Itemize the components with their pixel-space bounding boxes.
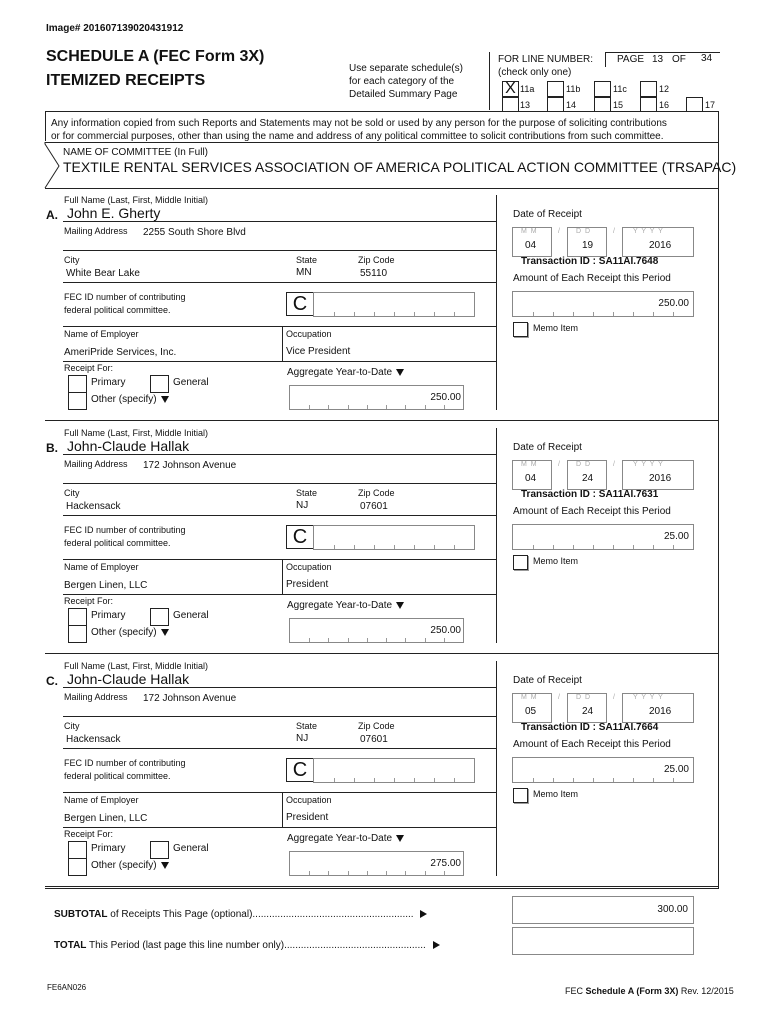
full-name-label: Full Name (Last, First, Middle Initial) [64,428,209,438]
down-arrow-icon [396,602,404,609]
state-value[interactable]: NJ [296,500,309,511]
other-specify-label [91,627,169,638]
general-label: General [173,377,209,388]
full-name-label: Full Name (Last, First, Middle Initial) [64,195,209,205]
month-value: 04 [525,240,537,251]
aggregate-value: 250.00 [430,392,461,403]
month-box[interactable] [512,693,552,723]
employer-label: Name of Employer [64,329,139,339]
general-checkbox[interactable] [150,375,169,393]
zip-value[interactable]: 07601 [360,501,388,512]
zip-label: Zip Code [358,721,395,731]
fec-id-label-1: FEC ID number of contributing [64,758,186,768]
occupation-value[interactable]: President [286,579,329,590]
month-hint: M M [521,694,538,701]
year-hint: Y Y Y Y [633,228,664,235]
city-underline [63,515,496,516]
total-pages: 34 [701,53,713,64]
fec-underline [63,559,496,560]
line-14-checkbox[interactable] [547,97,564,112]
subtotal-box [512,896,694,924]
date-sep: / [613,461,616,468]
committee-label: NAME OF COMMITTEE (In Full) [63,147,208,158]
date-sep: / [613,694,616,701]
down-arrow-icon [396,369,404,376]
general-checkbox[interactable] [150,608,169,626]
occupation-label: Occupation [286,795,332,805]
state-value[interactable]: NJ [296,733,309,744]
line-13-checkbox[interactable] [502,97,519,112]
zip-value[interactable]: 55110 [360,268,388,279]
other-specify-text: Other (specify) [91,627,157,638]
fec-id-label-1: FEC ID number of contributing [64,525,186,535]
year-value: 2016 [649,706,672,717]
entry-letter: A. [46,208,58,222]
line-16-checkbox[interactable] [640,97,657,112]
name-underline [63,687,496,688]
transaction-id: Transaction ID : SA11AI.7664 [521,722,659,733]
schedule-title: SCHEDULE A (FEC Form 3X) [46,48,265,65]
entry-letter: B. [46,441,58,455]
occupation-label: Occupation [286,562,332,572]
image-id: Image# 201607139020431912 [46,23,184,34]
amount-value: 25.00 [663,531,689,542]
subtotal-bold: SUBTOTAL [54,909,108,920]
fec-id-label-2: federal political committee. [64,305,171,315]
mailing-address-label: Mailing Address [64,226,128,236]
date-of-receipt-label: Date of Receipt [513,675,582,686]
year-box[interactable] [622,693,694,723]
amount-value: 250.00 [658,298,689,309]
fec-id-prefix: C [286,525,314,549]
instruction-line: Use separate schedule(s) [349,63,463,74]
aggregate-label [287,367,404,378]
total-rest: This Period (last page this line number only)................................................... [86,940,426,951]
footer-code: FE6AN026 [47,983,87,992]
city-label: City [64,721,80,731]
year-value: 2016 [649,473,672,484]
month-box[interactable] [512,460,552,490]
down-arrow-icon [396,835,404,842]
amount-label: Amount of Each Receipt this Period [513,273,671,284]
primary-checkbox[interactable] [68,841,87,859]
month-value: 04 [525,473,537,484]
state-label: State [296,255,318,265]
mailing-address-label: Mailing Address [64,692,128,702]
state-label: State [296,488,318,498]
mailing-address-label: Mailing Address [64,459,128,469]
fec-id-label-2: federal political committee. [64,771,171,781]
month-hint: M M [521,228,538,235]
day-value: 24 [582,706,594,717]
aggregate-text: Aggregate Year-to-Date [287,833,393,844]
year-hint: Y Y Y Y [633,694,664,701]
employer-underline [63,827,496,828]
employer-divider [282,326,283,362]
line-15-label: 15 [613,100,624,110]
aggregate-box[interactable] [289,851,464,876]
day-box[interactable] [567,693,607,723]
employer-value[interactable]: Bergen Linen, LLC [64,813,148,824]
total-box [512,927,694,955]
line-number-label: FOR LINE NUMBER: [498,54,594,65]
arrow-right-icon [420,910,427,918]
column-divider [496,661,497,876]
primary-label: Primary [91,610,126,621]
date-of-receipt-label: Date of Receipt [513,442,582,453]
city-value[interactable]: White Bear Lake [66,268,140,279]
instruction-line: Detailed Summary Page [349,89,458,100]
occupation-value[interactable]: President [286,812,329,823]
line-16-label: 16 [659,100,670,110]
page-label: PAGE [617,54,645,65]
employer-value[interactable]: AmeriPride Services, Inc. [64,347,177,358]
receipt-for-label: Receipt For: [64,363,114,373]
line-13-label: 13 [520,100,531,110]
transaction-id: Transaction ID : SA11AI.7631 [521,489,659,500]
city-underline [63,282,496,283]
fec-underline [63,792,496,793]
other-checkbox[interactable] [68,625,87,643]
day-hint: D D [576,461,592,468]
footer-suffix: Rev. 12/2015 [678,986,734,996]
fec-id-prefix: C [286,758,314,782]
primary-checkbox[interactable] [68,608,87,626]
employer-value[interactable]: Bergen Linen, LLC [64,580,148,591]
footer-bold: Schedule A (Form 3X) [585,986,679,996]
amount-label: Amount of Each Receipt this Period [513,506,671,517]
memo-item-checkbox[interactable] [513,322,528,337]
year-box[interactable] [622,460,694,490]
fec-id-input[interactable] [313,758,475,783]
occupation-label: Occupation [286,329,332,339]
fec-id-label-2: federal political committee. [64,538,171,548]
chevron-down-icon [161,862,169,869]
chevron-down-icon [161,396,169,403]
aggregate-box[interactable] [289,618,464,643]
receipt-for-label: Receipt For: [64,596,114,606]
line-17-label: 17 [705,100,716,110]
memo-item-label: Memo Item [533,323,579,333]
schedule-subtitle: ITEMIZED RECEIPTS [46,72,206,89]
memo-item-label: Memo Item [533,789,579,799]
aggregate-value: 250.00 [430,625,461,636]
fec-id-input[interactable] [313,525,475,550]
fec-id-prefix: C [286,292,314,316]
state-value[interactable]: MN [296,267,312,278]
amount-box[interactable] [512,757,694,783]
line-12-checkbox[interactable] [640,81,657,97]
mailing-address[interactable]: 2255 South Shore Blvd [143,227,246,238]
line-11b-checkbox[interactable] [547,81,564,97]
fec-id-input[interactable] [313,292,475,317]
zip-value[interactable]: 07601 [360,734,388,745]
footer-form-id [565,986,734,996]
date-sep: / [613,228,616,235]
amount-label: Amount of Each Receipt this Period [513,739,671,750]
mailing-address[interactable]: 172 Johnson Avenue [143,693,237,704]
instruction-line: for each category of the [349,76,455,87]
amount-box[interactable] [512,524,694,550]
entry-divider [45,886,719,887]
notice-line: Any information copied from such Reports and Statements may not be sold or used by any person for the purpose of soliciting contributions [51,118,667,129]
year-box[interactable] [622,227,694,257]
subtotal-rest: of Receipts This Page (optional).......................................................... [107,909,414,920]
general-checkbox[interactable] [150,841,169,859]
aggregate-box[interactable] [289,385,464,410]
city-label: City [64,488,80,498]
other-specify-text: Other (specify) [91,860,157,871]
aggregate-text: Aggregate Year-to-Date [287,367,393,378]
line-17-checkbox[interactable] [686,97,703,112]
zip-label: Zip Code [358,488,395,498]
day-box[interactable] [567,227,607,257]
year-hint: Y Y Y Y [633,461,664,468]
entry-letter: C. [46,674,58,688]
primary-label: Primary [91,377,126,388]
aggregate-label [287,833,404,844]
receipt-for-label: Receipt For: [64,829,114,839]
mailing-address[interactable]: 172 Johnson Avenue [143,460,237,471]
aggregate-text: Aggregate Year-to-Date [287,600,393,611]
committee-name: TEXTILE RENTAL SERVICES ASSOCIATION OF AMERICA POLITICAL ACTION COMMITTEE (TRSAPAC) [63,159,737,175]
general-label: General [173,610,209,621]
line-15-checkbox[interactable] [594,97,611,112]
employer-underline [63,594,496,595]
column-divider [496,195,497,410]
employer-divider [282,792,283,828]
city-value[interactable]: Hackensack [66,734,121,745]
aggregate-value: 275.00 [430,858,461,869]
primary-label: Primary [91,843,126,854]
day-box[interactable] [567,460,607,490]
check-only-one: (check only one) [498,67,572,78]
other-specify-text: Other (specify) [91,394,157,405]
employer-underline [63,361,496,362]
total-bold: TOTAL [54,940,87,951]
address-underline [63,716,496,717]
subtotal-value: 300.00 [657,904,688,915]
fec-underline [63,326,496,327]
other-specify-label [91,860,169,871]
other-checkbox[interactable] [68,858,87,876]
page-number: 13 [652,54,664,65]
column-divider [496,428,497,643]
employer-label: Name of Employer [64,795,139,805]
name-underline [63,454,496,455]
line-11c-label: 11c [613,84,627,94]
line-11a-checkbox[interactable]: X [502,81,519,97]
other-specify-label [91,394,169,405]
line-14-label: 14 [566,100,577,110]
line-11b-label: 11b [566,84,581,94]
employer-label: Name of Employer [64,562,139,572]
amount-value: 25.00 [663,764,689,775]
month-box[interactable] [512,227,552,257]
total-label [54,940,440,951]
month-value: 05 [525,706,537,717]
memo-item-checkbox[interactable] [513,555,528,570]
memo-item-checkbox[interactable] [513,788,528,803]
contributor-name: John E. Gherty [67,205,161,221]
other-checkbox[interactable] [68,392,87,410]
occupation-value[interactable]: Vice President [286,346,351,357]
date-sep: / [558,228,561,235]
transaction-id: Transaction ID : SA11AI.7648 [521,256,659,267]
month-hint: M M [521,461,538,468]
date-sep: / [558,461,561,468]
memo-item-label: Memo Item [533,556,579,566]
entry-divider [45,420,719,421]
fec-id-label-1: FEC ID number of contributing [64,292,186,302]
instructions-text [349,62,463,101]
date-of-receipt-label: Date of Receipt [513,209,582,220]
primary-checkbox[interactable] [68,375,87,393]
city-label: City [64,255,80,265]
line-11c-checkbox[interactable] [594,81,611,97]
address-underline [63,483,496,484]
address-underline [63,250,496,251]
day-hint: D D [576,228,592,235]
general-label: General [173,843,209,854]
notice-line: or for commercial purposes, other than using the name and address of any political committee to solicit contributions from such committee. [51,131,664,142]
city-underline [63,748,496,749]
zip-label: Zip Code [358,255,395,265]
day-value: 24 [582,473,594,484]
arrow-right-icon [433,941,440,949]
day-value: 19 [582,240,594,251]
full-name-label: Full Name (Last, First, Middle Initial) [64,661,209,671]
chevron-down-icon [161,629,169,636]
amount-box[interactable] [512,291,694,317]
line-11a-label: 11a [520,84,535,94]
contributor-name: John-Claude Hallak [67,671,190,687]
line-12-label: 12 [659,84,670,94]
committee-chevron [44,142,64,190]
of-label: OF [672,54,686,65]
year-value: 2016 [649,240,672,251]
state-label: State [296,721,318,731]
name-underline [63,221,496,222]
subtotal-label [54,909,427,920]
day-hint: D D [576,694,592,701]
employer-divider [282,559,283,595]
notice-text [51,117,716,143]
entry-divider [45,653,719,654]
aggregate-label [287,600,404,611]
city-value[interactable]: Hackensack [66,501,121,512]
footer-prefix: FEC [565,986,586,996]
contributor-name: John-Claude Hallak [67,438,190,454]
date-sep: / [558,694,561,701]
